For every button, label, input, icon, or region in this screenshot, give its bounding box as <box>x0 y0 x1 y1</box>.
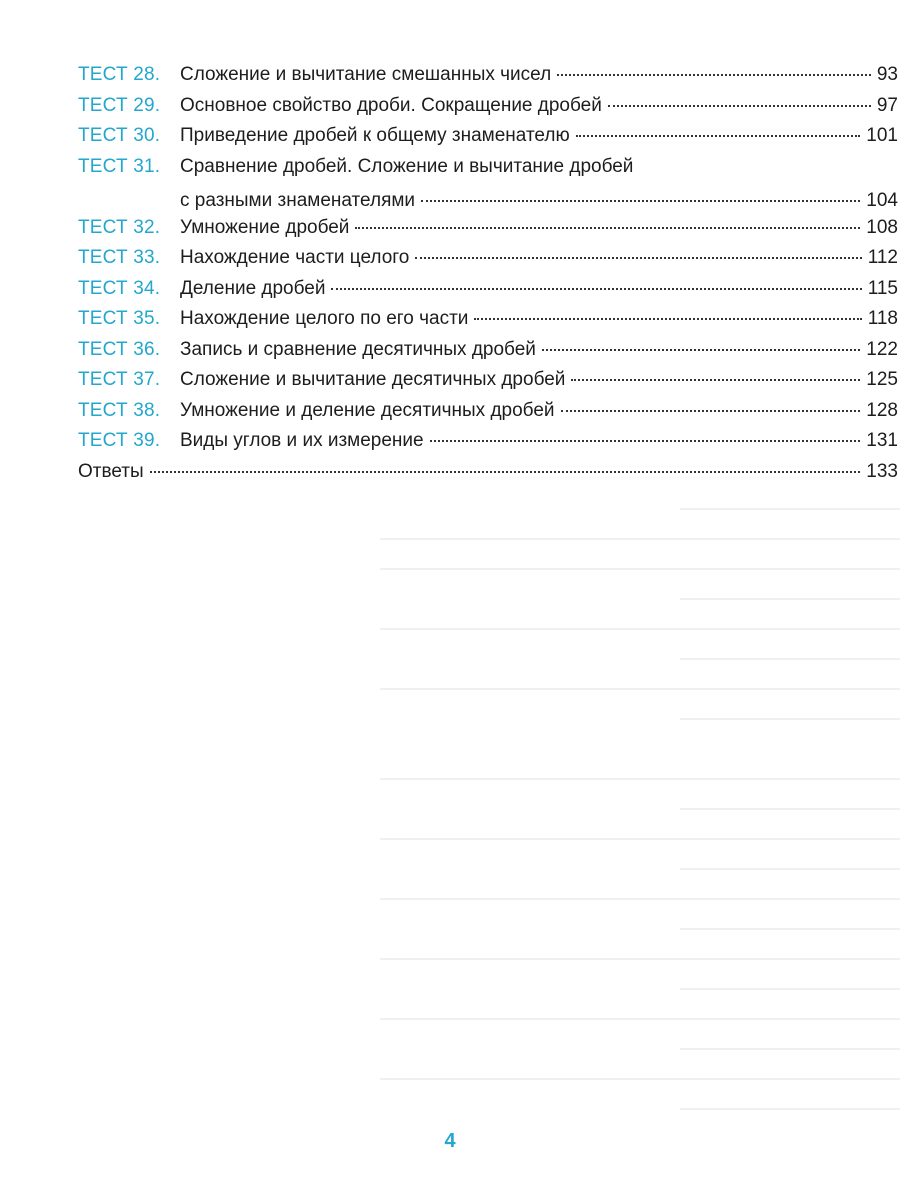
test-number: ТЕСТ 35. <box>78 308 161 329</box>
entry-title: Сложение и вычитание десятичных дробей <box>180 369 566 390</box>
test-number: ТЕСТ 32. <box>78 216 161 238</box>
entry-title: Нахождение целого по его части <box>180 308 469 329</box>
table-of-contents <box>78 64 898 491</box>
toc-entry-29[interactable] <box>78 95 898 126</box>
entry-title: Приведение дробей к общему знаменателю <box>180 125 570 146</box>
dot-leader <box>421 200 860 202</box>
page-number: 118 <box>867 308 898 329</box>
toc-entry-34[interactable] <box>78 278 898 309</box>
entry-title: Сложение и вычитание смешанных чисел <box>180 64 552 85</box>
test-number: ТЕСТ 38. <box>78 399 161 421</box>
dot-leader <box>474 318 861 320</box>
dot-leader <box>355 227 860 229</box>
dot-leader <box>557 74 871 76</box>
test-number: ТЕСТ 30. <box>78 125 161 146</box>
entry-title: Ответы <box>78 460 144 482</box>
entry-title: Сравнение дробей. Сложение и вычитание дробей <box>180 155 634 177</box>
page-number: 125 <box>866 369 898 390</box>
entry-title: Нахождение части целого <box>180 247 410 268</box>
page-number-footer: 4 <box>444 1130 456 1152</box>
toc-entry-answers[interactable] <box>78 461 898 492</box>
dot-leader <box>571 379 860 381</box>
entry-title-continuation: с разными знаменателями <box>180 190 416 211</box>
page-number: 101 <box>866 125 898 146</box>
entry-title: Виды углов и их измерение <box>180 430 424 451</box>
entry-title: Умножение дробей <box>180 216 350 238</box>
dot-leader <box>608 105 871 107</box>
page-number: 108 <box>866 216 898 238</box>
toc-entry-38[interactable] <box>78 400 898 431</box>
page-number: 131 <box>866 430 898 451</box>
entry-title: Запись и сравнение десятичных дробей <box>180 338 536 360</box>
page-number: 112 <box>867 247 898 268</box>
dot-leader <box>150 471 861 473</box>
test-number: ТЕСТ 29. <box>78 94 161 116</box>
toc-entry-31[interactable] <box>78 156 898 217</box>
toc-entry-37[interactable] <box>78 369 898 400</box>
page-number: 128 <box>866 399 898 421</box>
toc-entry-32[interactable] <box>78 217 898 248</box>
test-number: ТЕСТ 39. <box>78 430 161 451</box>
dot-leader <box>415 257 861 259</box>
test-number: ТЕСТ 34. <box>78 277 161 299</box>
entry-title: Основное свойство дроби. Сокращение дробей <box>180 94 602 116</box>
page-number: 97 <box>876 94 898 116</box>
test-number: ТЕСТ 31. <box>78 155 161 177</box>
dot-leader <box>542 349 860 351</box>
page-number: 93 <box>876 64 898 85</box>
toc-entry-33[interactable] <box>78 247 898 278</box>
toc-entry-28[interactable] <box>78 64 898 95</box>
toc-entry-36[interactable] <box>78 339 898 370</box>
test-number: ТЕСТ 37. <box>78 369 161 390</box>
dot-leader <box>331 288 861 290</box>
dot-leader <box>430 440 861 442</box>
dot-leader <box>576 135 861 137</box>
page-number: 122 <box>866 338 898 360</box>
test-number: ТЕСТ 33. <box>78 247 161 268</box>
entry-title: Деление дробей <box>180 277 326 299</box>
toc-entry-35[interactable] <box>78 308 898 339</box>
toc-entry-39[interactable] <box>78 430 898 461</box>
page-number: 115 <box>867 277 898 299</box>
test-number: ТЕСТ 36. <box>78 338 161 360</box>
test-number: ТЕСТ 28. <box>78 64 161 85</box>
dot-leader <box>561 410 861 412</box>
page-number: 133 <box>866 460 898 482</box>
entry-title: Умножение и деление десятичных дробей <box>180 399 555 421</box>
page-number: 104 <box>866 190 898 211</box>
toc-entry-30[interactable] <box>78 125 898 156</box>
